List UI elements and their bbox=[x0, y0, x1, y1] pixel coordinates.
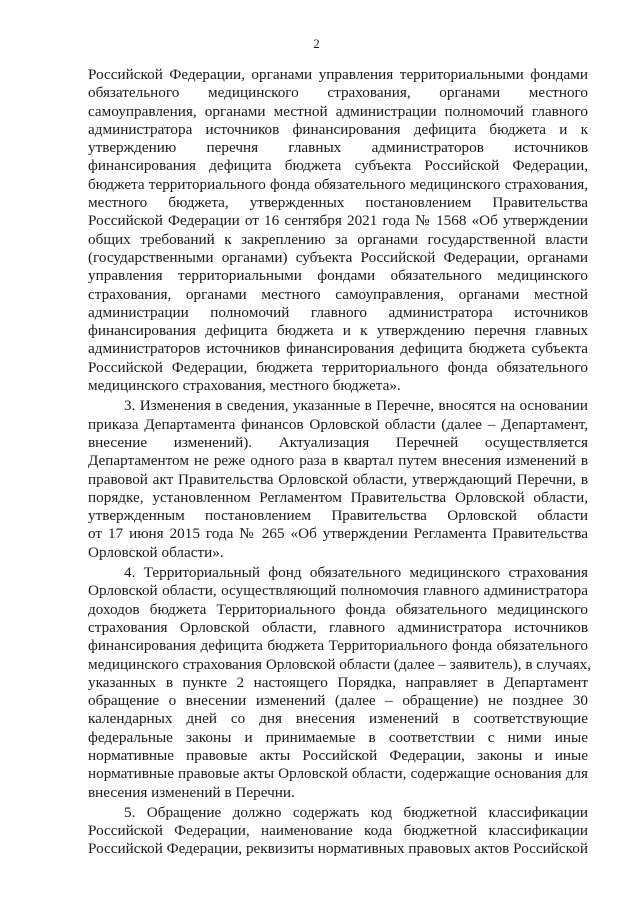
text-line: утверждению перечня главных администраторов источников bbox=[88, 139, 588, 157]
text-line: обращение о внесении изменений (далее – обращение) не позднее 30 bbox=[88, 692, 588, 710]
text-line: администраторов источников финансирования дефицита бюджета субъекта bbox=[88, 340, 588, 358]
text-line: Российской Федерации, органами управления территориальными фондами bbox=[88, 66, 588, 83]
text-line: администратора источников финансирования дефицита бюджета и к bbox=[88, 120, 588, 138]
text-line: Российской Федерации, наименование кода бюджетной классификации bbox=[88, 822, 588, 840]
text-line: управления территориальными фондами обязательного медицинского bbox=[88, 267, 588, 285]
text-line: 4. Территориальный фонд обязательного медицинского страхования bbox=[124, 564, 588, 582]
text-line: финансирования дефицита бюджета субъекта Российской Федерации, bbox=[88, 157, 588, 175]
text-line: медицинского страхования Орловской области (далее – заявитель), в случаях, bbox=[88, 655, 591, 673]
text-line: приказа Департамента финансов Орловской области (далее – Департамент, bbox=[88, 415, 588, 433]
paragraph bbox=[88, 804, 588, 859]
document-body bbox=[88, 66, 591, 859]
text-line: внесения изменений в Перечни. bbox=[88, 783, 295, 801]
text-line: нормативные правовые акты Орловской области, содержащие основания для bbox=[88, 765, 588, 783]
text-line: бюджета территориального фонда обязательного медицинского страхования, bbox=[88, 175, 588, 193]
text-line: доходов бюджета Территориального фонда обязательного медицинского bbox=[88, 600, 588, 618]
text-line: администрации полномочий главного администратора источников bbox=[88, 303, 588, 321]
text-line: правовой акт Правительства Орловской области, утверждающий Перечни, в bbox=[88, 470, 588, 488]
text-line: от 17 июня 2015 года № 265 «Об утверждении Регламента Правительства bbox=[88, 525, 588, 543]
text-line: страхования Орловской области, главного администратора источников bbox=[88, 618, 588, 636]
text-line: 5. Обращение должно содержать код бюджетной классификации bbox=[124, 803, 588, 821]
page-number: 2 bbox=[313, 36, 320, 51]
text-line: страхования, органами местного самоуправления, органами местной bbox=[88, 285, 588, 303]
text-line: Российской Федерации от 16 сентября 2021 года № 1568 «Об утверждении bbox=[88, 212, 588, 230]
text-line: самоуправления, органами местной администрации полномочий главного bbox=[88, 102, 588, 120]
text-line: Департаментом не реже одного раза в квартал путем внесения изменений в bbox=[88, 452, 588, 470]
text-line: утвержденным постановлением Правительства Орловской области bbox=[88, 507, 588, 525]
paragraph bbox=[88, 397, 588, 562]
text-line: 3. Изменения в сведения, указанные в Перечне, вносятся на основании bbox=[124, 397, 588, 415]
text-line: обязательного медицинского страхования, органами местного bbox=[88, 84, 588, 102]
text-line: порядке, установленном Регламентом Правительства Орловской области, bbox=[88, 488, 588, 506]
text-line: Орловской области, осуществляющий полномочия главного администратора bbox=[88, 582, 588, 600]
text-line: Российской Федерации, бюджета территориального фонда обязательного bbox=[88, 358, 588, 376]
text-line: Российской Федерации, реквизиты нормативных правовых актов Российской bbox=[88, 840, 588, 858]
text-line: указанных в пункте 2 настоящего Порядка, направляет в Департамент bbox=[88, 673, 588, 691]
text-line: нормативные правовые акты Российской Федерации, законы и иные bbox=[88, 746, 588, 764]
text-line: местного бюджета, утвержденных постановлением Правительства bbox=[88, 194, 588, 212]
text-line: общих требований к закреплению за органами государственной власти bbox=[88, 230, 588, 248]
text-line: календарных дней со дня внесения изменений в соответствующие bbox=[88, 710, 588, 728]
paragraph bbox=[88, 564, 591, 802]
text-line: Орловской области». bbox=[88, 543, 224, 561]
text-line: федеральные законы и принимаемые в соответствии с ними иные bbox=[88, 728, 588, 746]
text-line: внесение изменений). Актуализация Перечней осуществляется bbox=[88, 433, 588, 451]
text-line: финансирования дефицита бюджета Территориального фонда обязательного bbox=[88, 637, 588, 655]
text-line: медицинского страхования, местного бюджета». bbox=[88, 377, 401, 395]
text-line: (государственными органами) субъекта Российской Федерации, органами bbox=[88, 248, 588, 266]
paragraph bbox=[88, 66, 588, 395]
text-line: финансирования дефицита бюджета и к утверждению перечня главных bbox=[88, 322, 588, 340]
